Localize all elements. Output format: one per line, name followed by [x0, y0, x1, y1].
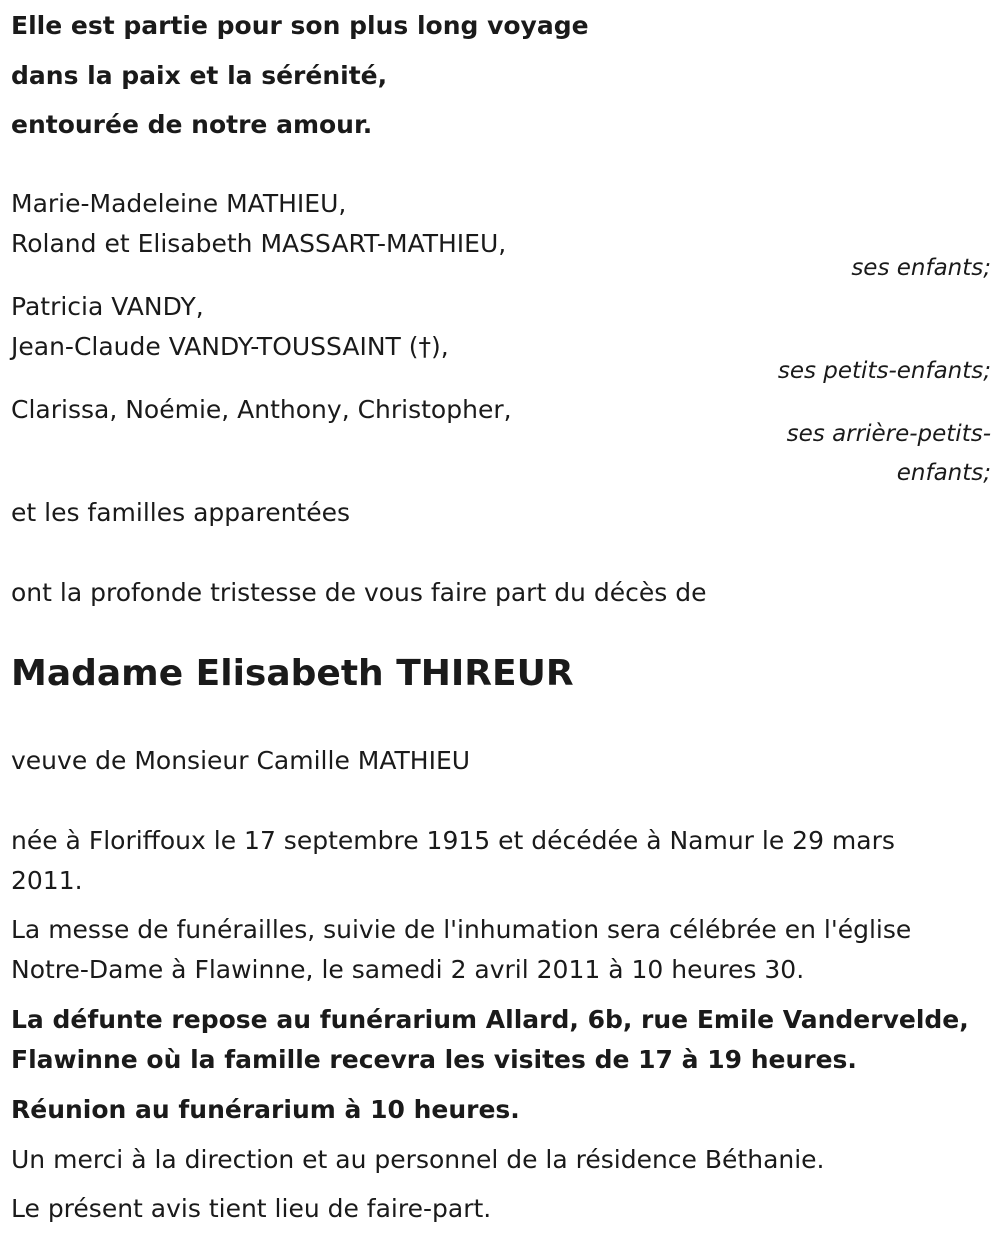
- widow-of: veuve de Monsieur Camille MATHIEU: [11, 746, 471, 775]
- child-name-1: Marie-Madeleine MATHIEU,: [11, 189, 347, 218]
- great-grandchild-names: Clarissa, Noémie, Anthony, Christopher,: [11, 395, 512, 424]
- child-name-2: Roland et Elisabeth MASSART-MATHIEU,: [11, 229, 507, 258]
- funeral-mass-details: La messe de funérailles, suivie de l'inhumation sera célébrée en l'église Notre-Dame à Flawinne, le samedi 2 avril 2011 à 10 heures 30.: [11, 915, 912, 984]
- deceased-name: Madame Elisabeth THIREUR: [11, 653, 574, 694]
- grandchild-name-2: Jean-Claude VANDY-TOUSSAINT (†),: [11, 332, 449, 361]
- visitation-details: La défunte repose au funérarium Allard, 6b, rue Emile Vandervelde, Flawinne où la famille recevra les visites de 17 à 19 heures.: [11, 1005, 969, 1074]
- children-role: ses enfants;: [851, 255, 991, 281]
- meeting-details: Réunion au funérarium à 10 heures.: [11, 1095, 520, 1124]
- intro-line-2: dans la paix et la sérénité,: [11, 61, 388, 90]
- related-families: et les familles apparentées: [11, 498, 351, 527]
- intro-line-3: entourée de notre amour.: [11, 110, 373, 139]
- grandchildren-role: ses petits-enfants;: [777, 358, 991, 384]
- announcement-text: ont la profonde tristesse de vous faire part du décès de: [11, 578, 707, 607]
- notice-footer: Le présent avis tient lieu de faire-part.: [11, 1194, 492, 1223]
- great-grandchildren-role-line-2: enfants;: [896, 460, 991, 486]
- grandchild-name-1: Patricia VANDY,: [11, 292, 204, 321]
- great-grandchildren-role-line-1: ses arrière-petits-: [786, 421, 991, 447]
- intro-line-1: Elle est partie pour son plus long voyage: [11, 11, 589, 40]
- thanks-message: Un merci à la direction et au personnel de la résidence Béthanie.: [11, 1145, 825, 1174]
- birth-death-details: née à Floriffoux le 17 septembre 1915 et décédée à Namur le 29 mars 2011.: [11, 826, 895, 895]
